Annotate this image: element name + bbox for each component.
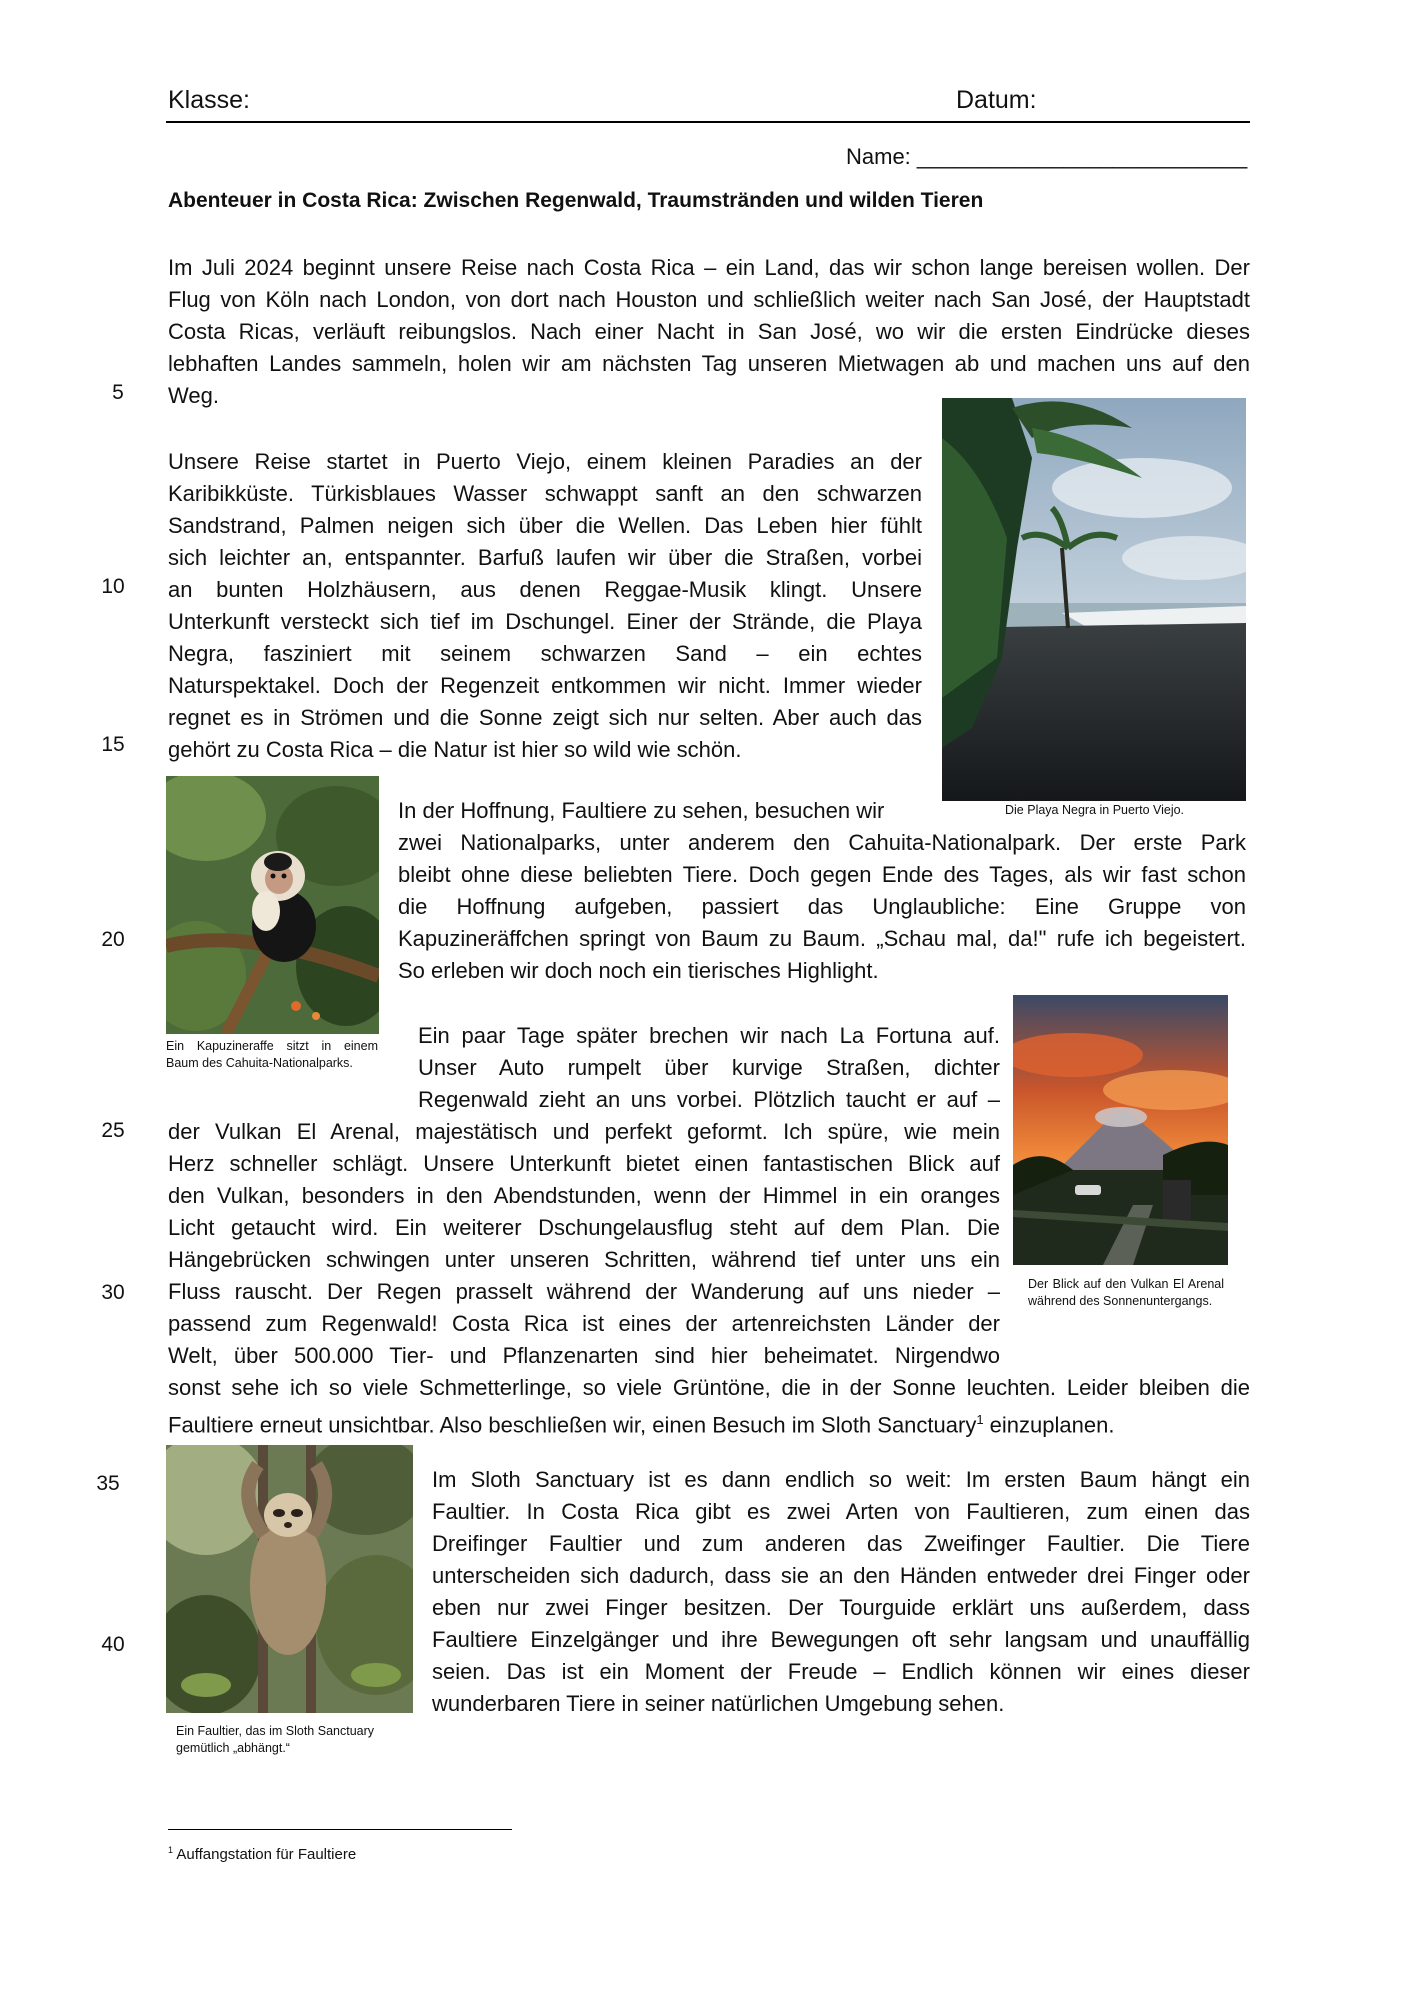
text-line: den Vulkan, besonders in den Abendstunden, wenn der Himmel in ein oranges <box>168 1183 1000 1208</box>
text-line: Dreifinger Faultier und zum anderen das Zweifinger Faultier. Die Tiere <box>432 1531 1250 1556</box>
text-line: Im Juli 2024 beginnt unsere Reise nach Costa Rica – ein Land, das wir schon lange bereisen wollen. Der <box>168 255 1250 280</box>
line-number: 40 <box>101 1633 125 1656</box>
text-line: Im Sloth Sanctuary ist es dann endlich so weit: Im ersten Baum hängt ein <box>432 1467 1250 1492</box>
paragraph-la-fortuna-top <box>418 1020 1000 1116</box>
text-line: an bunten Holzhäusern, aus denen Reggae-Musik klingt. Unsere <box>168 577 922 602</box>
text-line: Ein paar Tage später brechen wir nach La Fortuna auf. <box>418 1023 1000 1048</box>
footnote-mark: 1 <box>168 1845 174 1855</box>
text-line: Naturspektakel. Doch der Regenzeit entkommen wir nicht. Immer wieder <box>168 673 922 698</box>
footnote-rule <box>168 1829 512 1830</box>
text-line: Hängebrücken schwingen unter unseren Schritten, während tief unter uns ein <box>168 1247 1000 1272</box>
line-number: 35 <box>96 1472 120 1495</box>
text-line: Kapuzineräffchen springt von Baum zu Baum. „Schau mal, da!" rufe ich begeistert. <box>398 926 1246 951</box>
line-number: 30 <box>101 1281 125 1304</box>
caption-line: Der Blick auf den Vulkan El Arenal <box>1028 1277 1224 1291</box>
volcano-caption <box>1028 1276 1224 1310</box>
caption-line: während des Sonnenuntergangs. <box>1028 1294 1213 1308</box>
text-line: So erleben wir doch noch ein tierisches Highlight. <box>398 958 879 983</box>
text-line: Weg. <box>168 383 219 408</box>
name-field-label: Name: ___________________________ <box>846 144 1248 169</box>
footnote-text: Auffangstation für Faultiere <box>176 1846 357 1863</box>
capuchin-caption <box>166 1038 378 1072</box>
text-line: Negra, fasziniert mit seinem schwarzen Sand – ein echtes <box>168 641 922 666</box>
paragraph-la-fortuna-end <box>168 1372 1250 1441</box>
text-line: Costa Ricas, verläuft reibungslos. Nach einer Nacht in San José, wo wir die ersten Eindrücke dieses <box>168 319 1250 344</box>
text-line: seien. Das ist ein Moment der Freude – Endlich können wir eines dieser <box>432 1659 1250 1684</box>
text-line: regnet es in Strömen und die Sonne zeigt sich nur selten. Aber auch das <box>168 705 922 730</box>
text-line: Faultiere Einzelgänger und ihre Bewegungen oft sehr langsam und unauffällig <box>432 1627 1250 1652</box>
sloth-caption <box>176 1723 374 1757</box>
text-line: Unterkunft versteckt sich tief im Dschungel. Einer der Strände, die Playa <box>168 609 922 634</box>
line-number: 5 <box>112 381 124 404</box>
header-rule <box>166 121 1250 123</box>
text-line: Flug von Köln nach London, von dort nach Houston und schließlich weiter nach San José, der Hauptstadt <box>168 287 1250 312</box>
text-line: wunderbaren Tiere in seiner natürlichen Umgebung sehen. <box>432 1691 1005 1716</box>
paragraph-cahuita <box>398 827 1246 987</box>
caption-line: Baum des Cahuita-Nationalparks. <box>166 1056 353 1070</box>
text-line: zwei Nationalparks, unter anderem den Cahuita-Nationalpark. Der erste Park <box>398 830 1246 855</box>
footnote-reference: 1 <box>976 1412 984 1427</box>
caption-line: Ein Faultier, das im Sloth Sanctuary <box>176 1724 375 1738</box>
text-line: Faultier. In Costa Rica gibt es zwei Arten von Faultieren, zum einen das <box>432 1499 1250 1524</box>
document-title: Abenteuer in Costa Rica: Zwischen Regenwald, Traumstränden und wilden Tieren <box>168 189 984 212</box>
text-line: unterscheiden sich dadurch, dass sie an den Händen entweder drei Finger oder <box>432 1563 1250 1588</box>
text-line: passend zum Regenwald! Costa Rica ist eines der artenreichsten Länder der <box>168 1311 1000 1336</box>
text-line: sich leichter an, entspannter. Barfuß laufen wir über die Straßen, vorbei <box>168 545 922 570</box>
text-line <box>168 1404 1250 1441</box>
class-label: Klasse: <box>168 86 250 114</box>
line-number: 15 <box>101 733 125 756</box>
caption-line: gemütlich „abhängt.“ <box>176 1741 290 1755</box>
beach-caption: Die Playa Negra in Puerto Viejo. <box>1005 803 1185 817</box>
line-number: 25 <box>101 1119 125 1142</box>
footnote <box>168 1845 356 1863</box>
volcano-sunset-photo <box>1013 995 1228 1265</box>
text-segment: einzuplanen. <box>983 1412 1115 1438</box>
text-segment: Faultiere erneut unsichtbar. Also beschließen wir, einen Besuch im Sloth Sanctuary <box>168 1412 977 1438</box>
paragraph-intro <box>168 252 1250 412</box>
text-line: der Vulkan El Arenal, majestätisch und perfekt geformt. Ich spüre, wie mein <box>168 1119 1000 1144</box>
sloth-photo <box>166 1445 413 1713</box>
text-line: Unsere Reise startet in Puerto Viejo, einem kleinen Paradies an der <box>168 449 922 474</box>
capuchin-photo <box>166 776 379 1034</box>
caption-line: Ein Kapuzineraffe sitzt in einem <box>166 1039 378 1053</box>
text-line: gehört zu Costa Rica – die Natur ist hier so wild wie schön. <box>168 737 742 762</box>
paragraph-la-fortuna <box>168 1116 1000 1372</box>
text-line: Fluss rauscht. Der Regen prasselt während der Wanderung auf uns nieder – <box>168 1279 1000 1304</box>
text-line: Regenwald zieht an uns vorbei. Plötzlich taucht er auf – <box>418 1087 1000 1112</box>
text-line: Herz schneller schlägt. Unsere Unterkunft bietet einen fantastischen Blick auf <box>168 1151 1000 1176</box>
paragraph-3-first-line <box>398 795 923 827</box>
beach-photo <box>942 398 1246 801</box>
text-line: bleibt ohne diese beliebten Tiere. Doch gegen Ende des Tages, als wir fast schon <box>398 862 1246 887</box>
text-line: eben nur zwei Finger besitzen. Der Tourguide erklärt uns außerdem, dass <box>432 1595 1250 1620</box>
text-line: Welt, über 500.000 Tier- und Pflanzenarten sind hier beheimatet. Nirgendwo <box>168 1343 1000 1368</box>
line-number: 20 <box>101 928 125 951</box>
text-line: Licht getaucht wird. Ein weiterer Dschungelausflug steht auf dem Plan. Die <box>168 1215 1000 1240</box>
date-label: Datum: <box>956 86 1037 114</box>
text-line: lebhaften Landes sammeln, holen wir am nächsten Tag unseren Mietwagen ab und machen uns auf den <box>168 351 1250 376</box>
text-line: In der Hoffnung, Faultiere zu sehen, besuchen wir <box>398 798 885 823</box>
text-line: die Hoffnung aufgeben, passiert das Unglaubliche: Eine Gruppe von <box>398 894 1246 919</box>
paragraph-puerto-viejo <box>168 446 922 766</box>
text-line: Sandstrand, Palmen neigen sich über die Wellen. Das Leben hier fühlt <box>168 513 922 538</box>
text-line: Karibikküste. Türkisblaues Wasser schwappt sanft an den schwarzen <box>168 481 922 506</box>
text-line: Unser Auto rumpelt über kurvige Straßen, dichter <box>418 1055 1000 1080</box>
line-number: 10 <box>101 575 125 598</box>
text-line: sonst sehe ich so viele Schmetterlinge, so viele Grüntöne, die in der Sonne leuchten. Leider bleiben die <box>168 1375 1250 1400</box>
paragraph-sloth-sanctuary <box>432 1464 1250 1720</box>
